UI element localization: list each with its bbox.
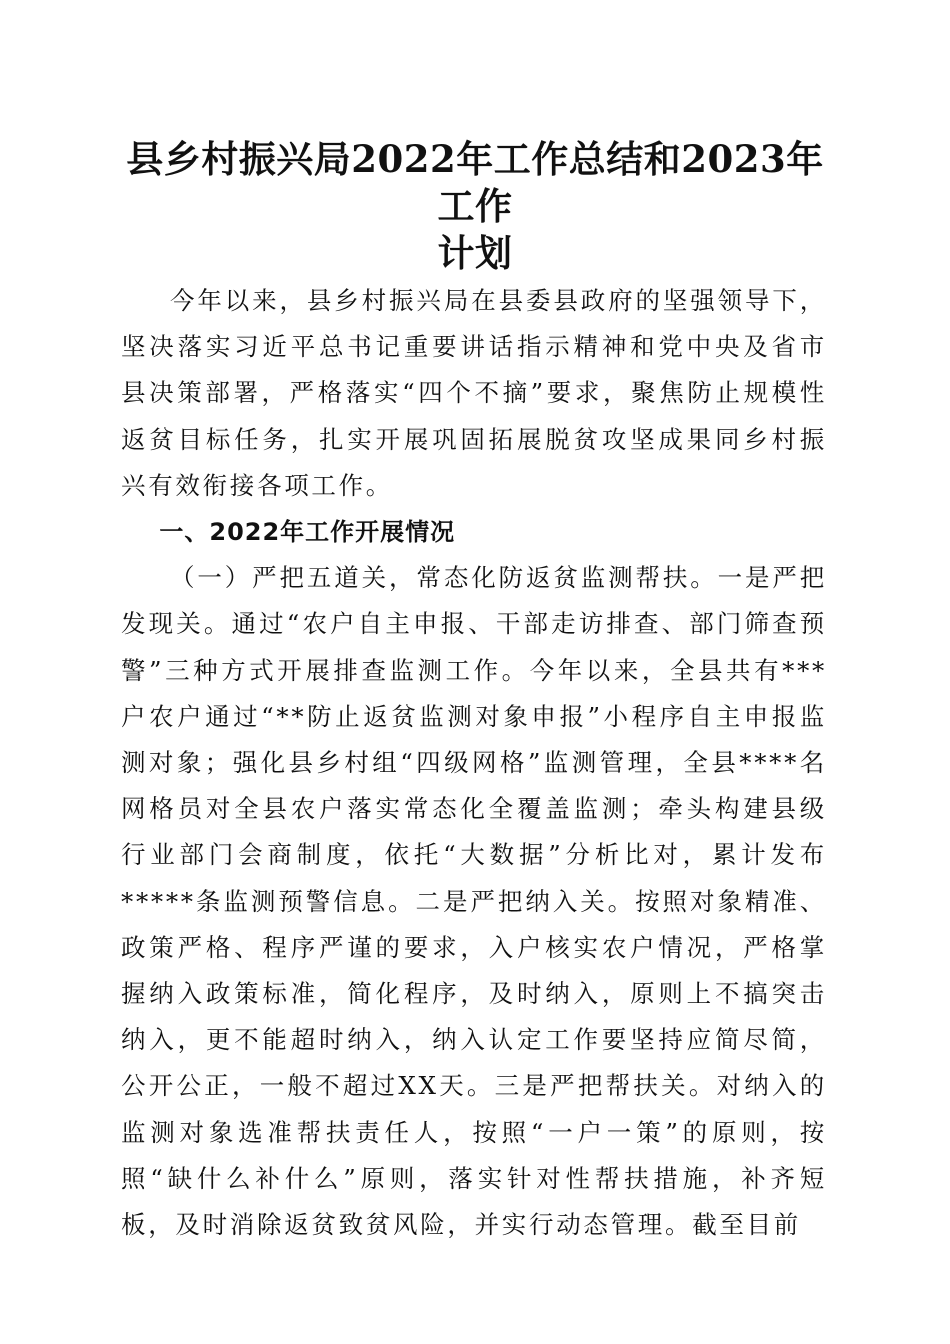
section-1-1-paragraph — [121, 555, 827, 1248]
section-1-1-lead: （一）严把五道关，常态化防返贫监测帮扶。 — [170, 563, 718, 593]
document-title-line-1: 县乡村振兴局2022年工作总结和2023年工作 — [126, 137, 824, 228]
document-title-line-2: 计划 — [437, 231, 513, 275]
document-body — [121, 278, 827, 1248]
section-heading-1: 一、2022年工作开展情况 — [159, 518, 456, 547]
intro-paragraph: 今年以来，县乡村振兴局在县委县政府的坚强领导下，坚决落实习近平总书记重要讲话指示精神和党中央及省市县决策部署，严格落实“四个不摘”要求，聚焦防止规模性返贫目标任务，扎实开展巩固拓展脱贫攻坚成果同乡村振兴有效衔接各项工作。 — [121, 286, 827, 500]
section-1-1-body: 一是严把发现关。通过“农户自主申报、干部走访排查、部门筛查预警”三种方式开展排查监测工作。今年以来，全县共有***户农户通过“**防止返贫监测对象申报”小程序自主申报监测对象；强化县乡村组“四级网格”监测管理，全县****名网格员对全县农户落实常态化全覆盖监测；牵头构建县级行业部门会商制度，依托“大数据”分析比对，累计发布*****条监测预警信息。二是严把纳入关。按照对象精准、政策严格、程序严谨的要求，入户核实农户情况，严格掌握纳入政策标准，简化程序，及时纳入，原则上不搞突击纳入，更不能超时纳入，纳入认定工作要坚持应简尽简，公开公正，一般不超过XX天。三是严把帮扶关。对纳入的监测对象选准帮扶责任人，按照“一户一策”的原则，按照“缺什么补什么”原则，落实针对性帮扶措施，补齐短板，及时消除返贫致贫风险，并实行动态管理。截至目前 — [121, 563, 827, 1240]
document-title — [110, 136, 840, 277]
